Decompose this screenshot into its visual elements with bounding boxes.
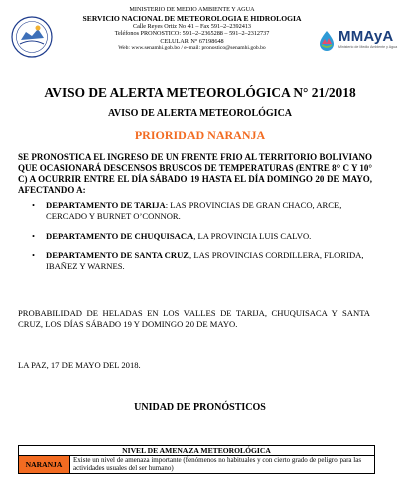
threat-level-table: [18, 445, 375, 474]
department-detail: : LAS PROVINCIAS DE GRAN CHACO, ARCE, CERCADO Y BURNET O’CONNOR.: [46, 200, 342, 221]
notice-title: AVISO DE ALERTA METEOROLÓGICA N° 21/2018: [44, 85, 356, 100]
notice-subtitle: AVISO DE ALERTA METEOROLÓGICA: [107, 108, 293, 119]
bullet-icon: •: [32, 230, 36, 241]
forecast-intro: SE PRONOSTICA EL INGRESO DE UN FRENTE FRIO AL TERRITORIO BOLIVIANO QUE OCASIONARÁ DESCENSOS BRUSCOS DE TEMPERATURAS (ENTRE 8° C Y 10° C) A OCURRIR ENTRE EL DÍA SÁBADO 19 HASTA EL DÍA DOMINGO 20 DE MAYO, AFECTANDO A:: [18, 152, 372, 195]
address: Calle Reyes Ortiz No 41 – Fax 591–2–2392413: [132, 22, 252, 30]
cell-phone: CELULAR N° 67198648: [160, 37, 224, 45]
level-swatch: NARANJA: [19, 456, 70, 474]
list-item: [32, 250, 372, 272]
list-item: [32, 200, 372, 222]
priority-label: PRIORIDAD NARANJA: [134, 128, 266, 142]
frost-probability: PROBABILIDAD DE HELADAS EN LOS VALLES DE TARIJA, CHUQUISACA Y SANTA CRUZ, LOS DÍAS SÁBADO 19 Y DOMINGO 20 DE MAYO.: [18, 308, 370, 329]
list-item: [32, 231, 372, 242]
logo-name: MMAyA: [338, 28, 394, 45]
web-email: Web: www.senamhi.gob.bo / e-mail: pronostico@senamhi.gob.bo: [118, 45, 266, 52]
department-list: [32, 200, 372, 281]
table-row: [19, 456, 375, 474]
ministry-name: MINISTERIO DE MEDIO AMBIENTE Y AGUA: [129, 6, 255, 13]
place-date: LA PAZ, 17 DE MAYO DEL 2018.: [18, 360, 141, 370]
bullet-icon: •: [32, 250, 36, 261]
logo-subtitle: Ministerio de Medio Ambiente y Agua: [338, 45, 398, 49]
department-detail: , LAS PROVINCIAS CORDILLERA, FLORIDA, IBAÑEZ Y WARNES.: [46, 250, 364, 272]
bullet-icon: •: [32, 200, 36, 210]
letterhead: [0, 0, 400, 68]
phones: Teléfonos PRONOSTICO: 591–2–2365288 – 591–2–2312737: [114, 30, 270, 38]
department-detail: , LA PROVINCIA LUIS CALVO.: [193, 230, 312, 241]
service-name: SERVICIO NACIONAL DE METEOROLOGIA E HIDROLOGIA: [82, 13, 302, 23]
table-header: NIVEL DE AMENAZA METEOROLÓGICA: [19, 446, 375, 456]
department-name: DEPARTAMENTO DE TARIJA: [46, 200, 166, 210]
mmaya-mark-icon: [318, 30, 336, 52]
level-description: Existe un nivel de amenaza importante (fenómenos no habituales y con cierto grado de peligro para las actividades usuales del ser humano): [70, 456, 375, 474]
letterhead-text: [62, 6, 322, 53]
table-row: [19, 446, 375, 456]
department-name: DEPARTAMENTO DE SANTA CRUZ: [46, 250, 190, 261]
mmaya-logo: [318, 28, 398, 58]
signing-unit: UNIDAD DE PRONÓSTICOS: [134, 402, 266, 413]
department-name: DEPARTAMENTO DE CHUQUISACA: [46, 230, 194, 241]
senamhi-seal-icon: [11, 16, 53, 58]
